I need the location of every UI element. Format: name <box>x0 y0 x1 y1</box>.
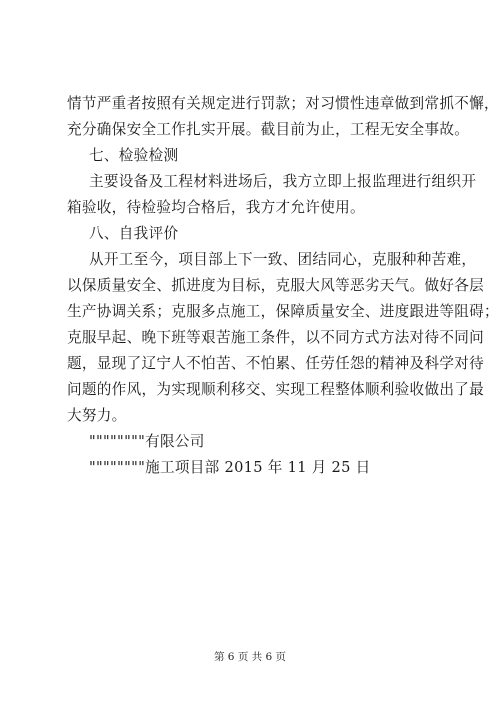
body-line-13: 大努力。 <box>67 407 127 424</box>
body-line-2: 充分确保安全工作扎实开展。截目前为止，工程无安全事故。 <box>67 121 470 138</box>
body-line-7: 从开工至今，项目部上下一致、团结同心，克服种种苦难， <box>89 251 477 268</box>
body-line-8: 以保质量安全、抓进度为目标，克服大风等恶劣天气。做好各层 <box>67 277 485 294</box>
body-line-12: 问题的作风，为实现顺利移交、实现工程整体顺利验收做出了最 <box>67 381 485 398</box>
page-footer: 第 6 页 共 6 页 <box>213 651 287 663</box>
section-heading-inspection: 七、检验检测 <box>89 147 179 164</box>
signature-project-dept-date: """"""""施工项目部 2015 年 11 月 25 日 <box>89 459 371 476</box>
body-line-1: 情节严重者按照有关规定进行罚款；对习惯性违章做到常抓不懈， <box>67 95 499 112</box>
body-line-10: 克服早起、晚下班等艰苦施工条件，以不同方式方法对待不同问 <box>67 329 485 346</box>
body-line-11: 题，显现了辽宁人不怕苦、不怕累、任劳任怨的精神及科学对待 <box>67 355 485 372</box>
body-line-5: 箱验收，待检验均合格后，我方才允许使用。 <box>67 199 365 216</box>
body-line-9: 生产协调关系；克服多点施工，保障质量安全、进度跟进等阻碍； <box>67 303 499 320</box>
body-line-4: 主要设备及工程材料进场后，我方立即上报监理进行组织开 <box>89 173 477 190</box>
signature-company: """"""""有限公司 <box>89 433 205 450</box>
section-heading-self-evaluation: 八、自我评价 <box>89 225 179 242</box>
